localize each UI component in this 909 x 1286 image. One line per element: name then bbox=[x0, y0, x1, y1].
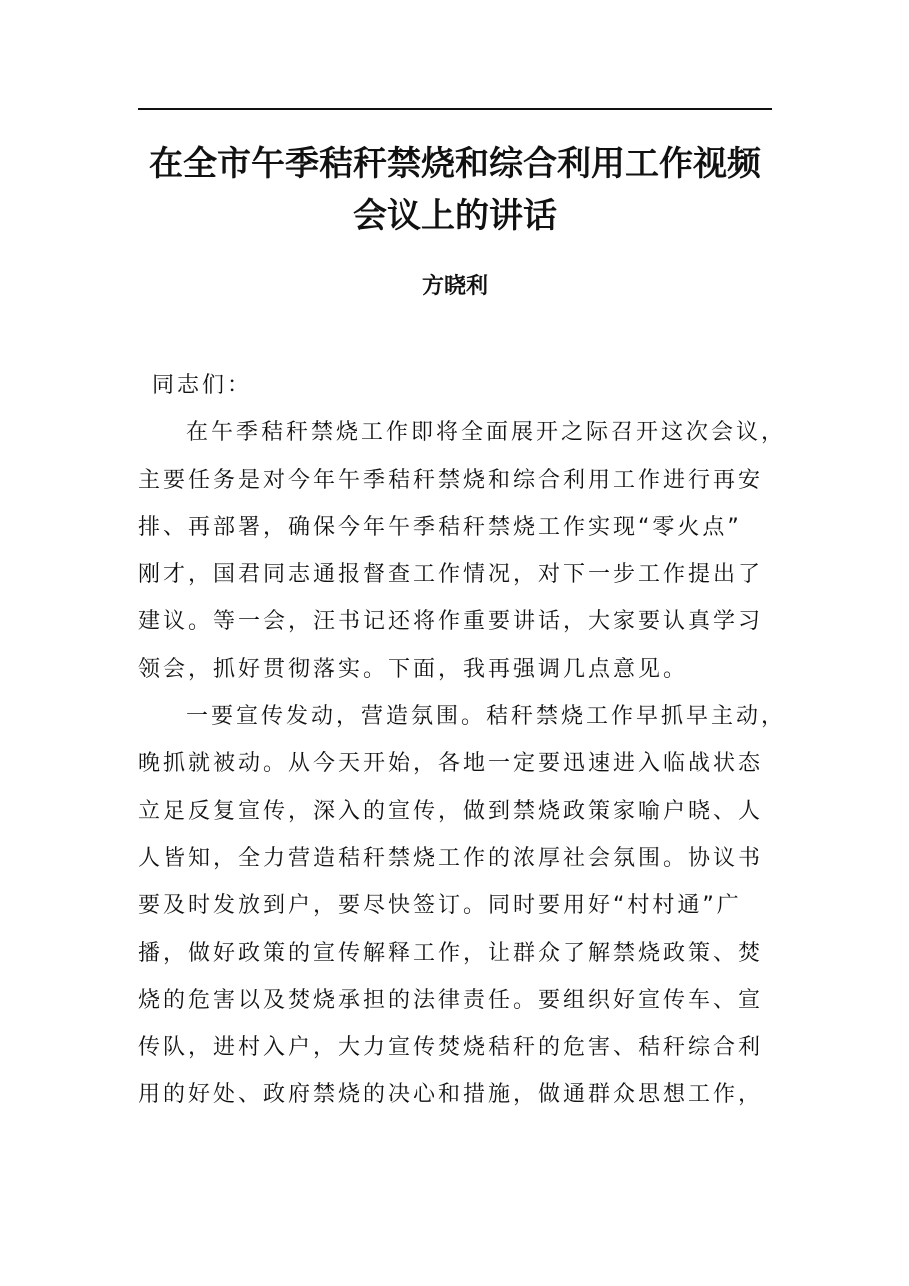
document-title bbox=[120, 138, 790, 242]
paragraph-line: 要及时发放到户，要尽快签订。同时要用好“村村通”广 bbox=[138, 893, 742, 919]
paragraph-line: 排、再部署，确保今年午季秸秆禁烧工作实现“零火点” bbox=[138, 514, 742, 540]
header-rule bbox=[138, 108, 772, 110]
paragraph-line: 建议。等一会，汪书记还将作重要讲话，大家要认真学习 bbox=[138, 609, 764, 635]
paragraph-line: 在午季秸秆禁烧工作即将全面展开之际召开这次会议， bbox=[186, 420, 787, 446]
paragraph-line: 播，做好政策的宣传解释工作，让群众了解禁烧政策、焚 bbox=[138, 940, 764, 966]
paragraph-line: 传队，进村入户，大力宣传焚烧秸秆的危害、秸秆综合利 bbox=[138, 1035, 764, 1061]
paragraph-1 bbox=[138, 409, 787, 693]
paragraph-line: 烧的危害以及焚烧承担的法律责任。要组织好宣传车、宣 bbox=[138, 987, 764, 1013]
paragraph-line: 刚才，国君同志通报督查工作情况，对下一步工作提出了 bbox=[138, 562, 764, 588]
paragraph-line: 领会，抓好贯彻落实。下面，我再强调几点意见。 bbox=[138, 656, 689, 682]
speech-body bbox=[138, 362, 787, 1119]
paragraph-line: 立足反复宣传，深入的宣传，做到禁烧政策家喻户晓、人 bbox=[138, 798, 764, 824]
paragraph-line: 用的好处、政府禁烧的决心和措施，做通群众思想工作， bbox=[138, 1082, 764, 1108]
paragraph-line: 晚抓就被动。从今天开始，各地一定要迅速进入临战状态 bbox=[138, 751, 764, 777]
paragraph-line: 主要任务是对今年午季秸秆禁烧和综合利用工作进行再安 bbox=[138, 467, 764, 493]
paragraph-2 bbox=[138, 693, 787, 1119]
salutation: 同志们： bbox=[152, 373, 253, 398]
title-line-1: 在全市午季秸秆禁烧和综合利用工作视频 bbox=[149, 144, 761, 184]
paragraph-line: 人皆知，全力营造秸秆禁烧工作的浓厚社会氛围。协议书 bbox=[138, 845, 764, 871]
paragraph-line: 一要宣传发动，营造氛围。秸秆禁烧工作早抓早主动， bbox=[186, 704, 787, 730]
title-line-2: 会议上的讲话 bbox=[353, 196, 557, 236]
author-name: 方晓利 bbox=[421, 273, 488, 299]
